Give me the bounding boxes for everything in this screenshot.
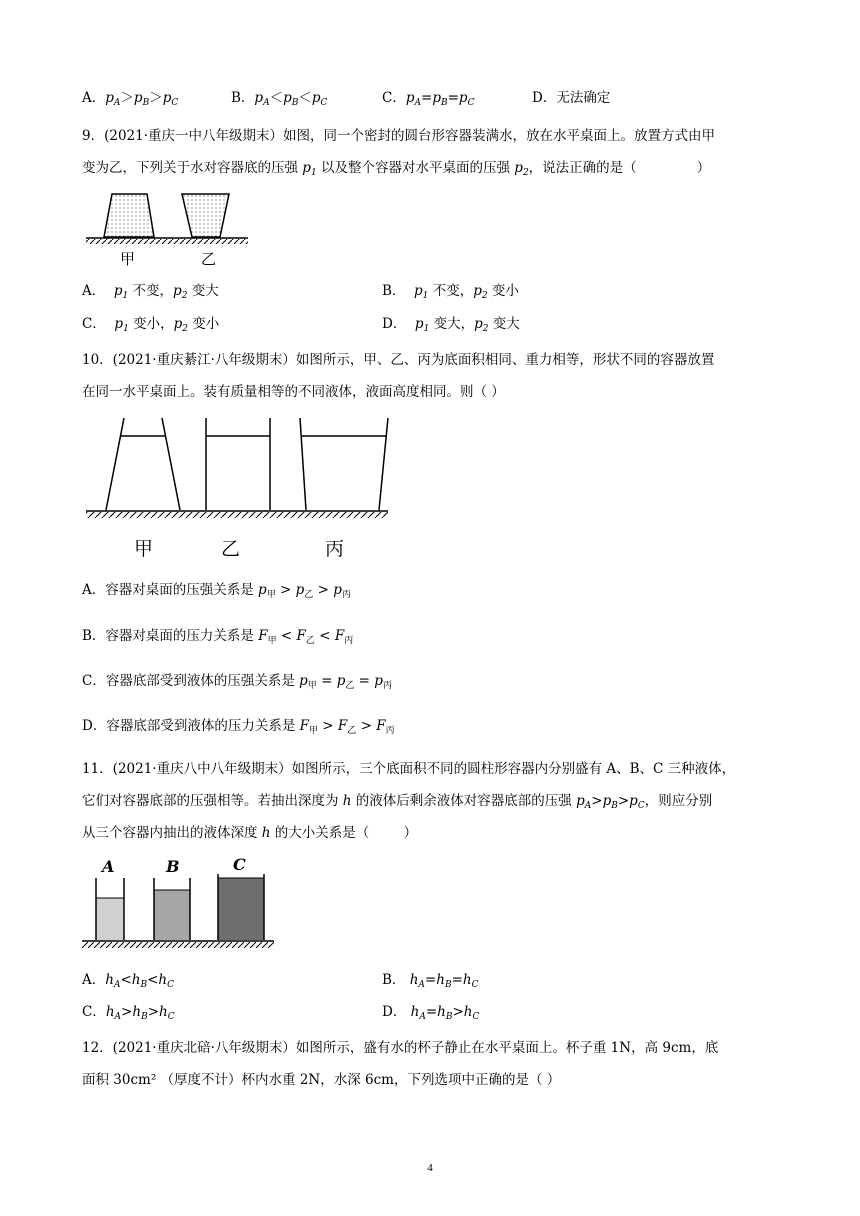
table-surface <box>86 238 248 244</box>
page-number: 4 <box>427 1162 433 1174</box>
q8-option-a: A．$p_A>p_B>p_C$ <box>82 90 179 108</box>
q11-option-c: C．$h_A>h_B>h_C$ <box>82 1004 175 1022</box>
container-yi <box>206 418 270 510</box>
container-jia <box>104 194 154 237</box>
q11-stem-line3: 从三个容器内抽出的液体深度 h 的大小关系是（ ） <box>82 825 418 841</box>
q12-stem-line1: 12．(2021·重庆北碚·八年级期末）如图所示，盛有水的杯子静止在水平桌面上。杯子重 1N，高 9cm，底 <box>82 1040 719 1056</box>
container-b <box>154 878 190 940</box>
table-surface <box>82 941 274 948</box>
container-yi <box>182 194 229 237</box>
label-b: B <box>166 857 180 876</box>
q10-option-d: D．容器底部受到液体的压力关系是 $F_甲 > F_乙 > F_丙$ <box>82 718 395 736</box>
q9-stem-line2: 变为乙，下列关于水对容器底的压强 $p_1$ 以及整个容器对水平桌面的压强 $p_2$，说法正确的是（ ） <box>82 160 711 178</box>
q9-figure <box>82 186 252 272</box>
q10-option-c: C．容器底部受到液体的压强关系是 $p_甲 = p_乙 = p_丙$ <box>82 673 392 691</box>
q11-figure <box>82 852 276 952</box>
q8-option-c: C．$p_A=p_B=p_C$ <box>382 90 475 108</box>
q9-option-c: C． $p_1$ 变小，$p_2$ 变小 <box>82 316 220 334</box>
q9-stem-line1: 9．(2021·重庆一中八年级期末）如图，同一个密封的圆台形容器装满水，放在水平桌面上。放置方式由甲 <box>82 128 716 144</box>
q11-option-a: A．$h_A<h_B<h_C$ <box>82 972 174 990</box>
label-a: A <box>102 857 115 876</box>
q10-stem-line1: 10．(2021·重庆綦江·八年级期末）如图所示，甲、乙、丙为底面积相同、重力相等，形状不同的容器放置 <box>82 352 715 368</box>
table-surface <box>86 511 388 518</box>
q10-figure <box>82 412 392 562</box>
q9-option-d: D． $p_1$ 变大，$p_2$ 变大 <box>382 316 520 334</box>
label-yi: 乙 <box>201 250 217 268</box>
q10-stem-line2: 在同一水平桌面上。装有质量相等的不同液体，液面高度相同。则（ ） <box>82 384 505 400</box>
container-a <box>96 878 124 940</box>
q9-option-a: A． $p_1$ 不变，$p_2$ 变大 <box>82 283 219 301</box>
q11-option-b: B． $h_A=h_B=h_C$ <box>382 972 479 990</box>
label-c: C <box>233 855 246 874</box>
q12-stem-line2: 面积 30cm² （厚度不计）杯内水重 2N，水深 6cm，下列选项中正确的是（ ） <box>82 1072 561 1088</box>
q11-option-d: D． $h_A=h_B>h_C$ <box>382 1004 480 1022</box>
q11-stem-line2: 它们对容器底部的压强相等。若抽出深度为 h 的液体后剩余液体对容器底部的压强 $p_A>p_B>p_C$，则应分别 <box>82 793 713 811</box>
label-jia: 甲 <box>120 250 136 268</box>
label-yi: 乙 <box>221 538 241 560</box>
container-c <box>218 874 264 940</box>
q8-option-b: B．$p_A<p_B<p_C$ <box>231 90 328 108</box>
container-jia <box>106 418 180 510</box>
q11-stem-line1: 11．(2021·重庆八中八年级期末）如图所示，三个底面积不同的圆柱形容器内分别盛有 A、B、C 三种液体， <box>82 761 736 777</box>
q10-option-b: B．容器对桌面的压力关系是 $F_甲 < F_乙 < F_丙$ <box>82 628 354 646</box>
q8-option-d: D．无法确定 <box>532 90 611 106</box>
label-bing: 丙 <box>325 538 345 560</box>
q9-option-b: B． $p_1$ 不变，$p_2$ 变小 <box>382 283 519 301</box>
label-jia: 甲 <box>134 538 154 560</box>
q10-option-a: A．容器对桌面的压强关系是 $p_甲 > p_乙 > p_丙$ <box>82 582 351 600</box>
container-bing <box>300 418 388 510</box>
